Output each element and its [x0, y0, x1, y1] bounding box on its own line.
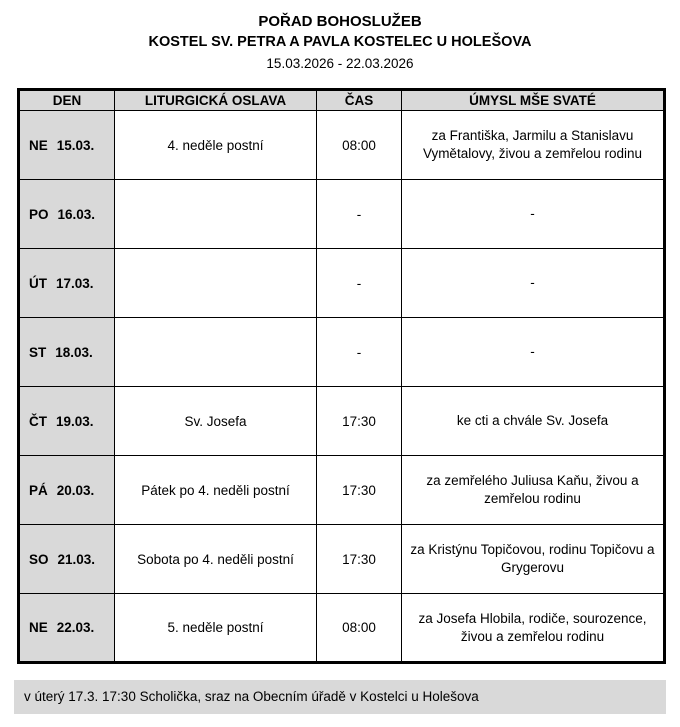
day-abbr: PO: [29, 206, 49, 222]
table-row: [19, 594, 665, 663]
day-cell: [19, 525, 115, 594]
column-header-den: DEN: [19, 90, 115, 111]
day-cell: [19, 180, 115, 249]
liturgy-cell: 5. neděle postní: [115, 594, 317, 663]
church-name: KOSTEL SV. PETRA A PAVLA KOSTELEC U HOLEŠOVA: [148, 34, 532, 50]
table-row: [19, 387, 665, 456]
intention-cell: -: [402, 318, 665, 387]
day-cell: [19, 111, 115, 180]
page-header: [17, 8, 663, 74]
time-cell: -: [317, 180, 402, 249]
intention-cell: za zemřelého Juliusa Kaňu, živou a zemřelou rodinu: [402, 456, 665, 525]
day-abbr: NE: [29, 620, 48, 635]
table-row: [19, 456, 665, 525]
column-header-liturgicka-oslava: LITURGICKÁ OSLAVA: [115, 90, 317, 111]
intention-cell: za Františka, Jarmilu a Stanislavu Vymětalovy, živou a zemřelou rodinu: [402, 111, 665, 180]
table-row: [19, 318, 665, 387]
day-cell: [19, 249, 115, 318]
day-date: 19.03.: [56, 413, 94, 429]
day-abbr: ST: [29, 344, 47, 360]
intention-cell: -: [402, 249, 665, 318]
day-date: 18.03.: [55, 344, 93, 360]
day-date: 21.03.: [57, 551, 96, 567]
time-cell: -: [317, 318, 402, 387]
liturgy-cell: [115, 318, 317, 387]
column-header-umysl: ÚMYSL MŠE SVATÉ: [402, 90, 665, 111]
date-range: 15.03.2026 - 22.03.2026: [266, 56, 414, 71]
intention-cell: -: [402, 180, 665, 249]
day-abbr: PÁ: [29, 482, 48, 498]
table-row: [19, 249, 665, 318]
intention-cell: ke cti a chvále Sv. Josefa: [402, 387, 665, 456]
table-row: [19, 525, 665, 594]
schedule-table: [17, 88, 666, 664]
liturgy-cell: [115, 180, 317, 249]
table-header-row: [19, 90, 665, 111]
day-date: 16.03.: [57, 206, 96, 222]
time-cell: 17:30: [317, 456, 402, 525]
liturgy-cell: Pátek po 4. neděli postní: [115, 456, 317, 525]
table-row: [19, 111, 665, 180]
intention-cell: za Josefa Hlobila, rodiče, sourozence, živou a zemřelou rodinu: [402, 594, 665, 663]
column-header-cas: ČAS: [317, 90, 402, 111]
table-row: [19, 180, 665, 249]
liturgy-cell: Sv. Josefa: [115, 387, 317, 456]
day-date: 22.03.: [56, 620, 95, 635]
footer-note: [14, 680, 666, 714]
day-abbr: ÚT: [29, 275, 47, 291]
day-abbr: SO: [29, 551, 49, 567]
day-date: 17.03.: [56, 275, 94, 291]
footer-note-text: v úterý 17.3. 17:30 Scholička, sraz na Obecním úřadě v Kostelci u Holešova: [24, 689, 479, 704]
day-date: 20.03.: [56, 482, 95, 498]
time-cell: -: [317, 249, 402, 318]
liturgy-cell: 4. neděle postní: [115, 111, 317, 180]
day-cell: [19, 594, 115, 663]
day-abbr: NE: [29, 137, 48, 153]
intention-cell: za Kristýnu Topičovou, rodinu Topičovu a Grygerovu: [402, 525, 665, 594]
day-cell: [19, 456, 115, 525]
day-cell: [19, 387, 115, 456]
time-cell: 08:00: [317, 111, 402, 180]
day-date: 15.03.: [56, 137, 95, 153]
time-cell: 17:30: [317, 525, 402, 594]
day-abbr: ČT: [29, 413, 47, 429]
page-title: POŘAD BOHOSLUŽEB: [258, 13, 422, 30]
day-cell: [19, 318, 115, 387]
time-cell: 08:00: [317, 594, 402, 663]
liturgy-cell: Sobota po 4. neděli postní: [115, 525, 317, 594]
time-cell: 17:30: [317, 387, 402, 456]
liturgy-cell: [115, 249, 317, 318]
